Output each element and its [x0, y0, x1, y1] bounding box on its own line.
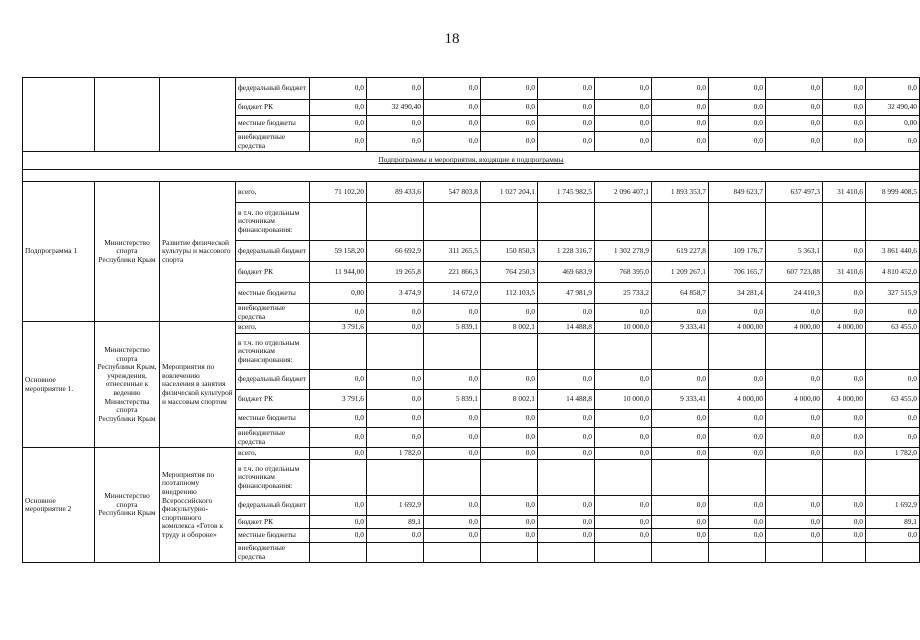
funding-source-label: внебюджетные средства [236, 428, 310, 448]
value-cell: 1 782,0 [866, 448, 920, 460]
value-cell: 112 103,5 [481, 283, 538, 304]
value-cell: 4 810 452,0 [866, 262, 920, 283]
value-cell: 0,0 [823, 304, 866, 322]
program-description: Мероприятия по вовлечению населения в занятия физической культурой и массовым спортом [160, 322, 236, 448]
value-cell: 0,0 [652, 116, 709, 132]
value-cell: 0,0 [481, 116, 538, 132]
value-cell: 0,0 [595, 529, 652, 543]
value-cell: 0,0 [310, 516, 367, 529]
spacer-row [23, 170, 920, 182]
value-cell: 0,0 [367, 304, 424, 322]
funding-source-label: бюджет РК [236, 262, 310, 283]
value-cell: 8 999 408,5 [866, 182, 920, 203]
value-cell: 0,0 [424, 78, 481, 100]
value-cell: 0,0 [766, 370, 823, 390]
value-cell: 0,0 [367, 78, 424, 100]
value-cell: 5 363,1 [766, 241, 823, 262]
value-cell: 0,0 [481, 410, 538, 428]
value-cell [538, 203, 595, 241]
table-row [23, 78, 920, 100]
value-cell: 0,0 [481, 100, 538, 116]
value-cell [652, 334, 709, 370]
value-cell: 0,0 [367, 428, 424, 448]
value-cell [709, 460, 766, 496]
value-cell: 9 333,41 [652, 390, 709, 410]
value-cell: 0,0 [310, 496, 367, 516]
value-cell: 0,0 [595, 496, 652, 516]
value-cell: 63 455,0 [866, 322, 920, 334]
value-cell: 34 281,4 [709, 283, 766, 304]
value-cell [367, 460, 424, 496]
value-cell: 0,0 [766, 78, 823, 100]
value-cell: 0,0 [481, 304, 538, 322]
value-cell: 19 265,8 [367, 262, 424, 283]
value-cell: 0,0 [866, 132, 920, 152]
value-cell: 1 893 353,7 [652, 182, 709, 203]
value-cell [595, 460, 652, 496]
name-cell [23, 78, 95, 152]
value-cell: 0,0 [652, 516, 709, 529]
funding-source-label: всего, [236, 182, 310, 203]
value-cell: 0,0 [823, 428, 866, 448]
value-cell: 0,0 [766, 428, 823, 448]
value-cell: 0,0 [538, 428, 595, 448]
value-cell: 607 723,88 [766, 262, 823, 283]
value-cell: 0,0 [823, 116, 866, 132]
value-cell: 0,0 [766, 304, 823, 322]
value-cell: 0,0 [823, 516, 866, 529]
value-cell: 0,0 [652, 132, 709, 152]
value-cell: 0,0 [823, 241, 866, 262]
value-cell: 4 000,00 [823, 322, 866, 334]
value-cell [310, 334, 367, 370]
value-cell [481, 203, 538, 241]
value-cell [424, 203, 481, 241]
value-cell: 0,0 [595, 304, 652, 322]
value-cell: 0,0 [595, 428, 652, 448]
value-cell: 0,0 [766, 496, 823, 516]
value-cell: 0,0 [823, 448, 866, 460]
value-cell: 0,0 [310, 370, 367, 390]
value-cell: 0,0 [367, 116, 424, 132]
value-cell: 1 692,9 [367, 496, 424, 516]
value-cell: 0,0 [367, 370, 424, 390]
table-row [23, 182, 920, 203]
value-cell: 1 782,0 [367, 448, 424, 460]
value-cell: 0,0 [538, 78, 595, 100]
value-cell [481, 460, 538, 496]
value-cell [538, 334, 595, 370]
value-cell [823, 334, 866, 370]
value-cell: 89 433,6 [367, 182, 424, 203]
funding-source-label: внебюджетные средства [236, 132, 310, 152]
value-cell: 0,0 [310, 410, 367, 428]
value-cell: 0,0 [481, 529, 538, 543]
value-cell: 4 000,00 [709, 322, 766, 334]
value-cell: 0,0 [367, 410, 424, 428]
value-cell: 0,0 [595, 448, 652, 460]
value-cell [709, 543, 766, 563]
value-cell: 9 333,41 [652, 322, 709, 334]
value-cell: 0,0 [709, 78, 766, 100]
value-cell: 0,0 [709, 516, 766, 529]
funding-source-label: бюджет РК [236, 516, 310, 529]
value-cell: 768 395,0 [595, 262, 652, 283]
value-cell: 0,0 [481, 132, 538, 152]
value-cell: 0,0 [766, 100, 823, 116]
value-cell [595, 334, 652, 370]
value-cell: 3 861 440,6 [866, 241, 920, 262]
value-cell: 71 102,20 [310, 182, 367, 203]
value-cell: 221 866,3 [424, 262, 481, 283]
value-cell: 0,0 [709, 304, 766, 322]
value-cell: 31 410,6 [823, 182, 866, 203]
value-cell [310, 203, 367, 241]
page-number: 18 [444, 31, 460, 47]
value-cell [766, 460, 823, 496]
value-cell: 0,0 [538, 304, 595, 322]
value-cell: 3 791,6 [310, 390, 367, 410]
value-cell [766, 543, 823, 563]
value-cell: 0,0 [481, 78, 538, 100]
value-cell: 59 158,20 [310, 241, 367, 262]
value-cell [652, 460, 709, 496]
value-cell: 0,0 [866, 410, 920, 428]
value-cell: 1 302 278,9 [595, 241, 652, 262]
value-cell: 849 623,7 [709, 182, 766, 203]
value-cell: 0,0 [709, 410, 766, 428]
value-cell: 0,0 [709, 100, 766, 116]
value-cell: 0,0 [481, 516, 538, 529]
value-cell: 0,0 [538, 132, 595, 152]
funding-source-label: внебюджетные средства [236, 304, 310, 322]
program-description: Развитие физической культуры и массового спорта [160, 182, 236, 322]
value-cell [866, 334, 920, 370]
value-cell: 0,0 [310, 116, 367, 132]
value-cell: 1 209 267,1 [652, 262, 709, 283]
value-cell [766, 203, 823, 241]
value-cell [652, 203, 709, 241]
value-cell [367, 543, 424, 563]
value-cell: 0,0 [310, 428, 367, 448]
value-cell: 0,0 [481, 448, 538, 460]
value-cell: 0,0 [652, 428, 709, 448]
value-cell: 47 981,9 [538, 283, 595, 304]
value-cell: 0,0 [538, 496, 595, 516]
funding-source-label: местные бюджеты [236, 529, 310, 543]
value-cell: 89,1 [866, 516, 920, 529]
funding-source-label: местные бюджеты [236, 283, 310, 304]
value-cell [595, 543, 652, 563]
value-cell: 327 515,9 [866, 283, 920, 304]
value-cell: 5 839,1 [424, 322, 481, 334]
value-cell: 0,0 [424, 132, 481, 152]
value-cell: 311 265,5 [424, 241, 481, 262]
funding-source-label: в т.ч. по отдельным источникам финансирования: [236, 460, 310, 496]
value-cell: 0,0 [766, 529, 823, 543]
funding-source-label: в т.ч. по отдельным источникам финансирования: [236, 203, 310, 241]
value-cell: 4 000,00 [766, 390, 823, 410]
value-cell: 0,0 [766, 132, 823, 152]
value-cell: 0,00 [310, 283, 367, 304]
value-cell: 0,0 [652, 496, 709, 516]
value-cell: 0,0 [538, 529, 595, 543]
value-cell: 0,0 [367, 529, 424, 543]
funding-source-label: внебюджетные средства [236, 543, 310, 563]
value-cell: 1 027 204,1 [481, 182, 538, 203]
value-cell: 32 490,40 [367, 100, 424, 116]
value-cell: 10 000,0 [595, 322, 652, 334]
value-cell: 0,0 [866, 428, 920, 448]
value-cell: 0,0 [823, 132, 866, 152]
value-cell: 5 839,1 [424, 390, 481, 410]
value-cell: 706 165,7 [709, 262, 766, 283]
value-cell: 14 672,0 [424, 283, 481, 304]
value-cell [538, 460, 595, 496]
value-cell: 0,0 [866, 529, 920, 543]
funding-source-label: федеральный бюджет [236, 78, 310, 100]
value-cell: 0,0 [709, 132, 766, 152]
value-cell [823, 203, 866, 241]
value-cell [424, 460, 481, 496]
value-cell [709, 334, 766, 370]
value-cell: 0,0 [766, 448, 823, 460]
value-cell: 0,0 [709, 116, 766, 132]
value-cell: 3 474,9 [367, 283, 424, 304]
value-cell: 0,0 [538, 116, 595, 132]
value-cell: 0,0 [709, 496, 766, 516]
value-cell: 0,0 [866, 304, 920, 322]
value-cell: 0,0 [709, 370, 766, 390]
value-cell: 0,0 [538, 448, 595, 460]
funding-source-label: бюджет РК [236, 100, 310, 116]
value-cell [652, 543, 709, 563]
value-cell: 3 791,6 [310, 322, 367, 334]
value-cell: 0,0 [709, 529, 766, 543]
value-cell: 0,0 [424, 448, 481, 460]
value-cell [367, 203, 424, 241]
value-cell: 0,0 [310, 100, 367, 116]
value-cell [709, 203, 766, 241]
value-cell: 0,0 [866, 370, 920, 390]
value-cell: 0,0 [481, 370, 538, 390]
value-cell: 0,0 [652, 529, 709, 543]
value-cell: 4 000,00 [709, 390, 766, 410]
value-cell: 0,0 [595, 410, 652, 428]
value-cell: 0,0 [766, 410, 823, 428]
value-cell: 2 096 407,1 [595, 182, 652, 203]
value-cell: 4 000,00 [823, 390, 866, 410]
executor: Министерство спорта Республики Крым [95, 182, 160, 322]
value-cell: 469 683,9 [538, 262, 595, 283]
value-cell [481, 543, 538, 563]
value-cell: 0,0 [424, 496, 481, 516]
value-cell: 619 227,8 [652, 241, 709, 262]
value-cell [367, 334, 424, 370]
value-cell: 0,0 [823, 410, 866, 428]
budget-table-body [23, 78, 920, 563]
value-cell: 0,0 [595, 78, 652, 100]
value-cell: 32 490,40 [866, 100, 920, 116]
value-cell: 0,0 [823, 370, 866, 390]
table-row [23, 322, 920, 334]
program-name: Основное мероприятие 2 [23, 448, 95, 563]
executor: Министерство спорта Республики Крым, учреждения, отнесенные к ведению Министерства спорта Республики Крым [95, 322, 160, 448]
value-cell: 0,0 [595, 132, 652, 152]
executor-cell [95, 78, 160, 152]
value-cell: 0,0 [823, 283, 866, 304]
funding-source-label: федеральный бюджет [236, 370, 310, 390]
value-cell: 24 410,3 [766, 283, 823, 304]
value-cell: 0,0 [766, 116, 823, 132]
value-cell [424, 334, 481, 370]
value-cell: 0,0 [766, 516, 823, 529]
value-cell: 637 497,3 [766, 182, 823, 203]
value-cell: 0,0 [424, 428, 481, 448]
value-cell: 0,0 [538, 370, 595, 390]
value-cell [424, 543, 481, 563]
value-cell: 1 692,9 [866, 496, 920, 516]
value-cell: 0,0 [367, 390, 424, 410]
value-cell: 0,0 [595, 370, 652, 390]
value-cell [310, 543, 367, 563]
funding-source-label: бюджет РК [236, 390, 310, 410]
value-cell: 0,0 [538, 410, 595, 428]
value-cell: 0,0 [652, 78, 709, 100]
funding-source-label: федеральный бюджет [236, 496, 310, 516]
value-cell: 0,0 [823, 496, 866, 516]
value-cell: 1 228 316,7 [538, 241, 595, 262]
value-cell: 0,0 [310, 529, 367, 543]
section-title: Подпрограммы и мероприятия, входящие в подпрограммы [23, 152, 920, 170]
value-cell: 0,0 [310, 132, 367, 152]
value-cell: 0,0 [709, 428, 766, 448]
value-cell: 10 000,0 [595, 390, 652, 410]
value-cell: 0,0 [424, 116, 481, 132]
value-cell: 64 858,7 [652, 283, 709, 304]
value-cell: 8 002,1 [481, 322, 538, 334]
value-cell: 0,0 [823, 529, 866, 543]
value-cell: 0,0 [595, 516, 652, 529]
description-cell [160, 78, 236, 152]
value-cell: 0,0 [424, 410, 481, 428]
value-cell: 0,0 [424, 304, 481, 322]
value-cell: 8 002,1 [481, 390, 538, 410]
value-cell: 0,00 [866, 116, 920, 132]
value-cell: 0,0 [652, 100, 709, 116]
value-cell [823, 460, 866, 496]
value-cell: 0,0 [866, 78, 920, 100]
value-cell: 0,0 [595, 116, 652, 132]
value-cell: 0,0 [652, 448, 709, 460]
funding-source-label: в т.ч. по отдельным источникам финансирования: [236, 334, 310, 370]
funding-source-label: местные бюджеты [236, 116, 310, 132]
program-description: Мероприятия по поэтапному внедрению Всероссийского физкультурно-спортивного комплекса «Готов к труду и обороне» [160, 448, 236, 563]
value-cell: 150 850,3 [481, 241, 538, 262]
value-cell: 0,0 [424, 516, 481, 529]
value-cell: 14 488,8 [538, 322, 595, 334]
value-cell: 0,0 [310, 448, 367, 460]
value-cell: 63 455,0 [866, 390, 920, 410]
value-cell: 0,0 [310, 304, 367, 322]
value-cell: 0,0 [367, 132, 424, 152]
value-cell: 0,0 [652, 410, 709, 428]
value-cell: 0,0 [595, 100, 652, 116]
executor: Министерство спорта Республики Крым [95, 448, 160, 563]
value-cell: 0,0 [481, 428, 538, 448]
value-cell [310, 460, 367, 496]
value-cell: 0,0 [823, 78, 866, 100]
value-cell [595, 203, 652, 241]
value-cell: 0,0 [823, 100, 866, 116]
value-cell [823, 543, 866, 563]
value-cell: 89,1 [367, 516, 424, 529]
value-cell: 0,0 [367, 322, 424, 334]
funding-source-label: всего, [236, 322, 310, 334]
table-row [23, 170, 920, 182]
value-cell [481, 334, 538, 370]
funding-source-label: местные бюджеты [236, 410, 310, 428]
value-cell [538, 543, 595, 563]
funding-source-label: всего, [236, 448, 310, 460]
value-cell: 0,0 [709, 448, 766, 460]
value-cell: 0,0 [652, 304, 709, 322]
value-cell [866, 543, 920, 563]
value-cell: 0,0 [424, 100, 481, 116]
table-row [23, 448, 920, 460]
value-cell: 547 803,8 [424, 182, 481, 203]
value-cell: 109 176,7 [709, 241, 766, 262]
value-cell: 0,0 [481, 496, 538, 516]
value-cell [866, 460, 920, 496]
value-cell: 66 692,9 [367, 241, 424, 262]
value-cell: 0,0 [424, 370, 481, 390]
value-cell: 0,0 [424, 529, 481, 543]
funding-source-label: федеральный бюджет [236, 241, 310, 262]
table-row [23, 152, 920, 170]
value-cell: 0,0 [538, 100, 595, 116]
value-cell: 11 944,00 [310, 262, 367, 283]
program-name: Основное мероприятие 1. [23, 322, 95, 448]
value-cell [766, 334, 823, 370]
value-cell: 25 733,2 [595, 283, 652, 304]
value-cell: 0,0 [310, 78, 367, 100]
value-cell: 4 000,00 [766, 322, 823, 334]
value-cell: 0,0 [538, 516, 595, 529]
value-cell: 0,0 [652, 370, 709, 390]
value-cell: 764 250,3 [481, 262, 538, 283]
value-cell: 31 410,6 [823, 262, 866, 283]
value-cell [866, 203, 920, 241]
program-name: Подпрограмма 1 [23, 182, 95, 322]
budget-table [22, 77, 920, 563]
value-cell: 1 745 982,5 [538, 182, 595, 203]
value-cell: 14 488,8 [538, 390, 595, 410]
